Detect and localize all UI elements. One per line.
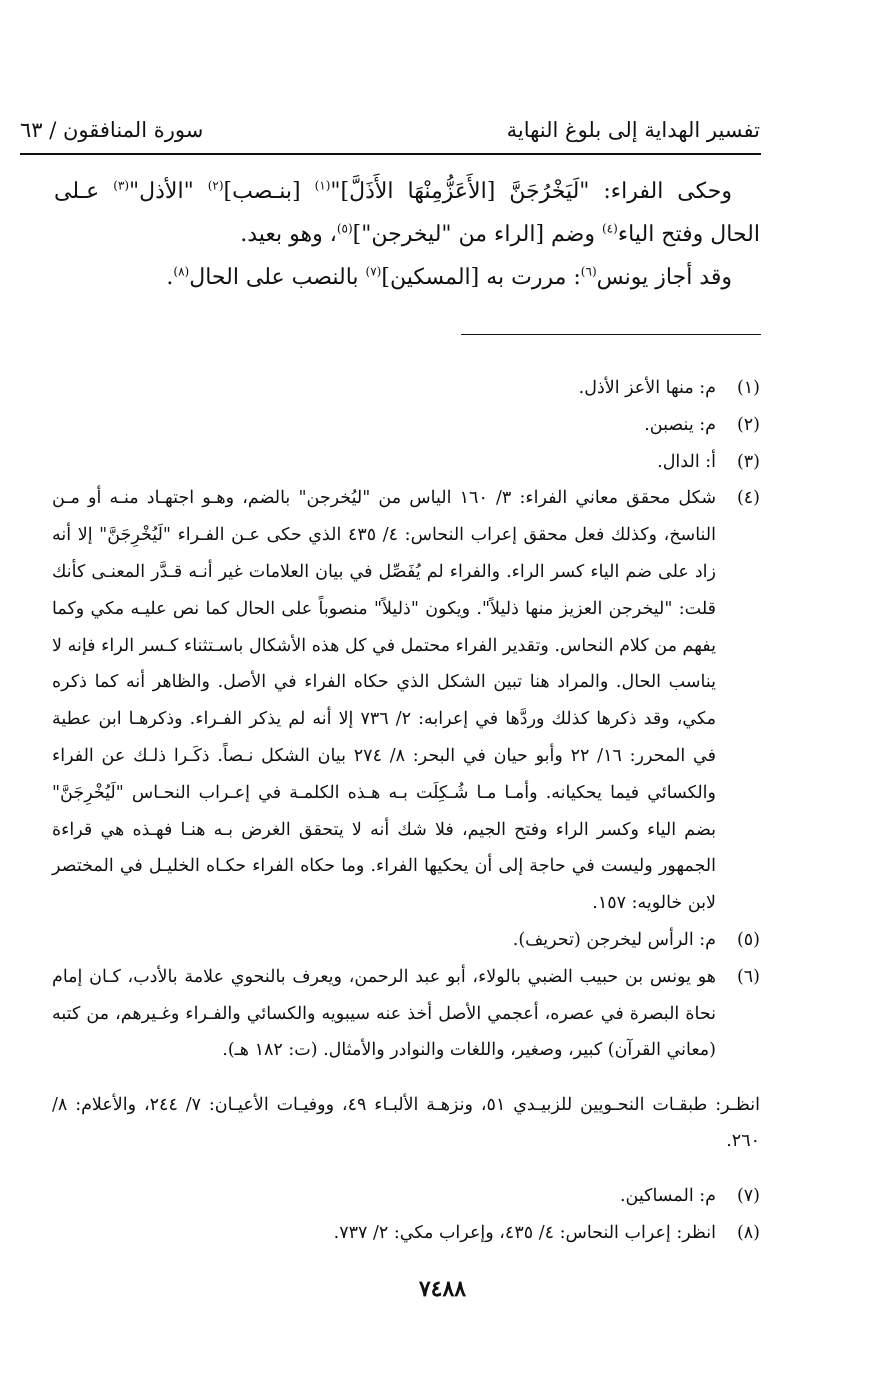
footnote-3 <box>52 444 760 481</box>
footnotes-section <box>52 370 760 1251</box>
footnote-4 <box>52 480 760 922</box>
footnote-divider <box>461 334 761 335</box>
footnote-ref[interactable]: (٦) <box>580 264 597 279</box>
footnote-number: (٥) <box>736 929 760 950</box>
footnote-number: (٦) <box>736 966 760 987</box>
footnote-text: م: منها الأعز الأذل. <box>578 378 716 398</box>
surah-page-label: سورة المنافقون / ٦٣ <box>20 118 204 142</box>
footnote-text: م: ينصبن. <box>644 414 716 435</box>
footnote-text: شكل محقق معاني الفراء: ٣/ ١٦٠ الياس من "ليُخرجن" بالضم، وهـو اجتهـاد منـه أو مـن الناسخ، وكذلك فعل محقق إعراب النحاس: ٤/ ٤٣٥ الذي حكى عـن الفـراء "لَيُخْرِجَنَّ" إلا أنه زاد على ضم الياء كسر الراء. والفراء لم يُفَصِّل في بيان العلامات غير أنـه قـدَّر المعنـى كأنك قلت: "ليخرجن العزيز منها ذليلاً". ويكون "ذليلاً" منصوباً على الحال كما نص عليـه مكي وكما يفهم من كلام النحاس. وتقدير الفراء محتمل في كل هذه الأشكال باسـتثناء كـسر الراء فإنه لا يناسب الحال. والمراد هنا تبين الشكل الذي حكاه الفراء في الأصل. والظاهر أنه كما ذكره مكي، وقد ذكرها كذلك وردَّها في إعرابه: ٢/ ٧٣٦ إلا أنه لم يذكر الفـراء. وذكرهـا ابن عطية في المحرر: ١٦/ ٢٢ وأبو حيان في البحر: ٨/ ٢٧٤ بيان الشكل نـصاً. ذكَـرا ذلـك عن الفراء والكسائي فيما يحكيانه. وأمـا مـا شُـكِلَت بـه هـذه الكلمـة في إعـراب النحـاس "لَيُخْرِجَنَّ" بضم الياء وكسر الراء وفتح الجيم، فلا شك أنه لا يتحقق الغرض بـه هنـا فهـذه هي قراءة الجمهور وليست في حاجة إلى أن يحكيها الفراء. وما حكاه الفراء حكـاه الخليـل في المختصر لابن خالويه: ١٥٧. <box>52 488 717 914</box>
footnote-ref[interactable]: (٤) <box>601 221 618 236</box>
footnote-7 <box>52 1178 760 1215</box>
footnote-2 <box>52 407 760 444</box>
main-text <box>54 170 760 299</box>
footnote-6-references <box>52 1087 760 1161</box>
footnote-text: انظر: إعراب النحاس: ٤/ ٤٣٥، وإعراب مكي: ٢/ ٧٣٧. <box>333 1222 716 1243</box>
footnote-ref[interactable]: (٢) <box>207 178 224 193</box>
footnote-number: (٨) <box>736 1222 760 1243</box>
footnote-ref[interactable]: (٧) <box>365 264 382 279</box>
footnote-6 <box>52 959 760 1069</box>
footnote-5 <box>52 922 760 959</box>
footnote-number: (٢) <box>736 414 760 435</box>
footnote-ref[interactable]: (٥) <box>336 221 353 236</box>
footnote-text: انظـر: طبقـات النحـويين للزبيـدي ٥١، ونزهـة الألبـاء ٤٩، ووفيـات الأعيـان: ٧/ ٢٤٤، والأعلام: ٨/ ٢٦٠. <box>52 1094 760 1152</box>
footnote-text: م: الرأس ليخرجن (تحريف). <box>512 929 716 950</box>
main-paragraph-1: وحكى الفراء: "لَيَخْرُجَنَّ [الأَعَزُّمِنْهَا الأَذَلَّ]"$^{(١)}$ [بنـصب]$^{(٢)}$ "الأذل"$^{(٣)}$ عـلى الحال وفتح الياء$^{(٤)}$ وضم [الراء من "ليخرجن"]$^{(٥)}$، وهو بعيد. <box>54 178 760 247</box>
main-paragraph-2: وقد أجاز يونس$^{(٦)}$: مررت به [المسكين]$^{(٧)}$ بالنصب على الحال$^{(٨)}$. <box>166 264 732 290</box>
footnote-number: (١) <box>736 378 760 398</box>
footnote-number: (٤) <box>736 488 760 509</box>
footnote-text: م: المساكين. <box>619 1185 716 1206</box>
footnote-ref[interactable]: (٨) <box>173 264 190 279</box>
footnote-ref[interactable]: (٣) <box>113 178 130 193</box>
footnote-number: (٣) <box>736 451 760 472</box>
book-title: تفسير الهداية إلى بلوغ النهاية <box>506 118 760 142</box>
page-number: ٧٤٨٨ <box>418 1276 467 1302</box>
footnote-1 <box>52 370 760 407</box>
header-divider <box>20 153 761 155</box>
footnote-8 <box>52 1215 760 1252</box>
footnote-ref[interactable]: (١) <box>314 178 331 193</box>
footnote-text: أ: الدال. <box>657 451 716 472</box>
footnote-text: هو يونس بن حبيب الضبي بالولاء، أبو عبد الرحمن، ويعرف بالنحوي علامة بالأدب، كـان إمام نحاة البصرة في عصره، أعجمي الأصل أخذ عنه سيبويه والكسائي والفـراء وغـيرهم، من كتبه (معاني القرآن) كبير، وصغير، واللغات والنوادر والأمثال. (ت: ١٨٢ هـ). <box>52 966 716 1061</box>
footnote-number: (٧) <box>736 1185 760 1206</box>
running-header <box>20 112 760 148</box>
